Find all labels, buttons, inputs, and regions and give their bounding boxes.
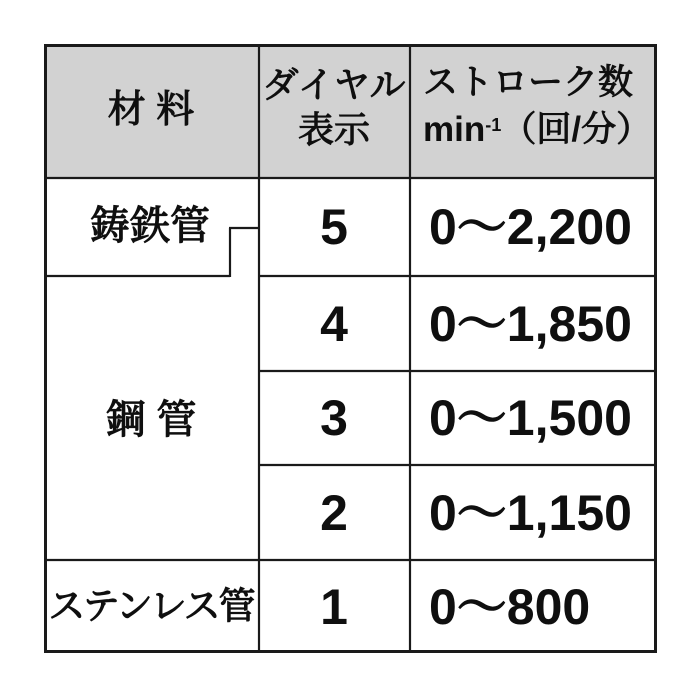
header-cell-dial [263,62,406,152]
stroke-unit-prefix: min [423,110,486,149]
dial-cell-5: 5 [320,199,348,255]
header-stroke-unit [423,106,651,159]
dial-cell-2: 2 [320,485,348,541]
dial-cell-3: 3 [320,390,348,446]
stroke-unit-superscript: -1 [485,115,502,135]
stroke-cell-0-1850: 0～1,850 [429,296,632,352]
dial-cell-4: 4 [320,296,348,352]
material-cell-stainless-pipe: ステンレス管 [48,585,254,627]
stroke-cell-0-800: 0～800 [429,579,591,635]
header-cell-stroke [423,59,651,159]
header-dial-line1: ダイヤル [262,64,406,105]
material-cell-cast-iron-pipe: 鋳鉄管 [90,204,210,248]
header-cell-material: 材 料 [107,89,195,131]
stroke-cell-0-2200: 0～2,200 [429,199,632,255]
header-dial-line2: 表示 [297,109,371,150]
material-cell-steel-pipe: 鋼 管 [105,398,197,442]
dial-cell-1: 1 [320,579,348,635]
stroke-unit-suffix: （回/分） [501,110,652,149]
stroke-cell-0-1150: 0～1,150 [429,485,632,541]
header-stroke-line1: ストローク数 [423,63,634,102]
stroke-cell-0-1500: 0～1,500 [429,390,632,446]
